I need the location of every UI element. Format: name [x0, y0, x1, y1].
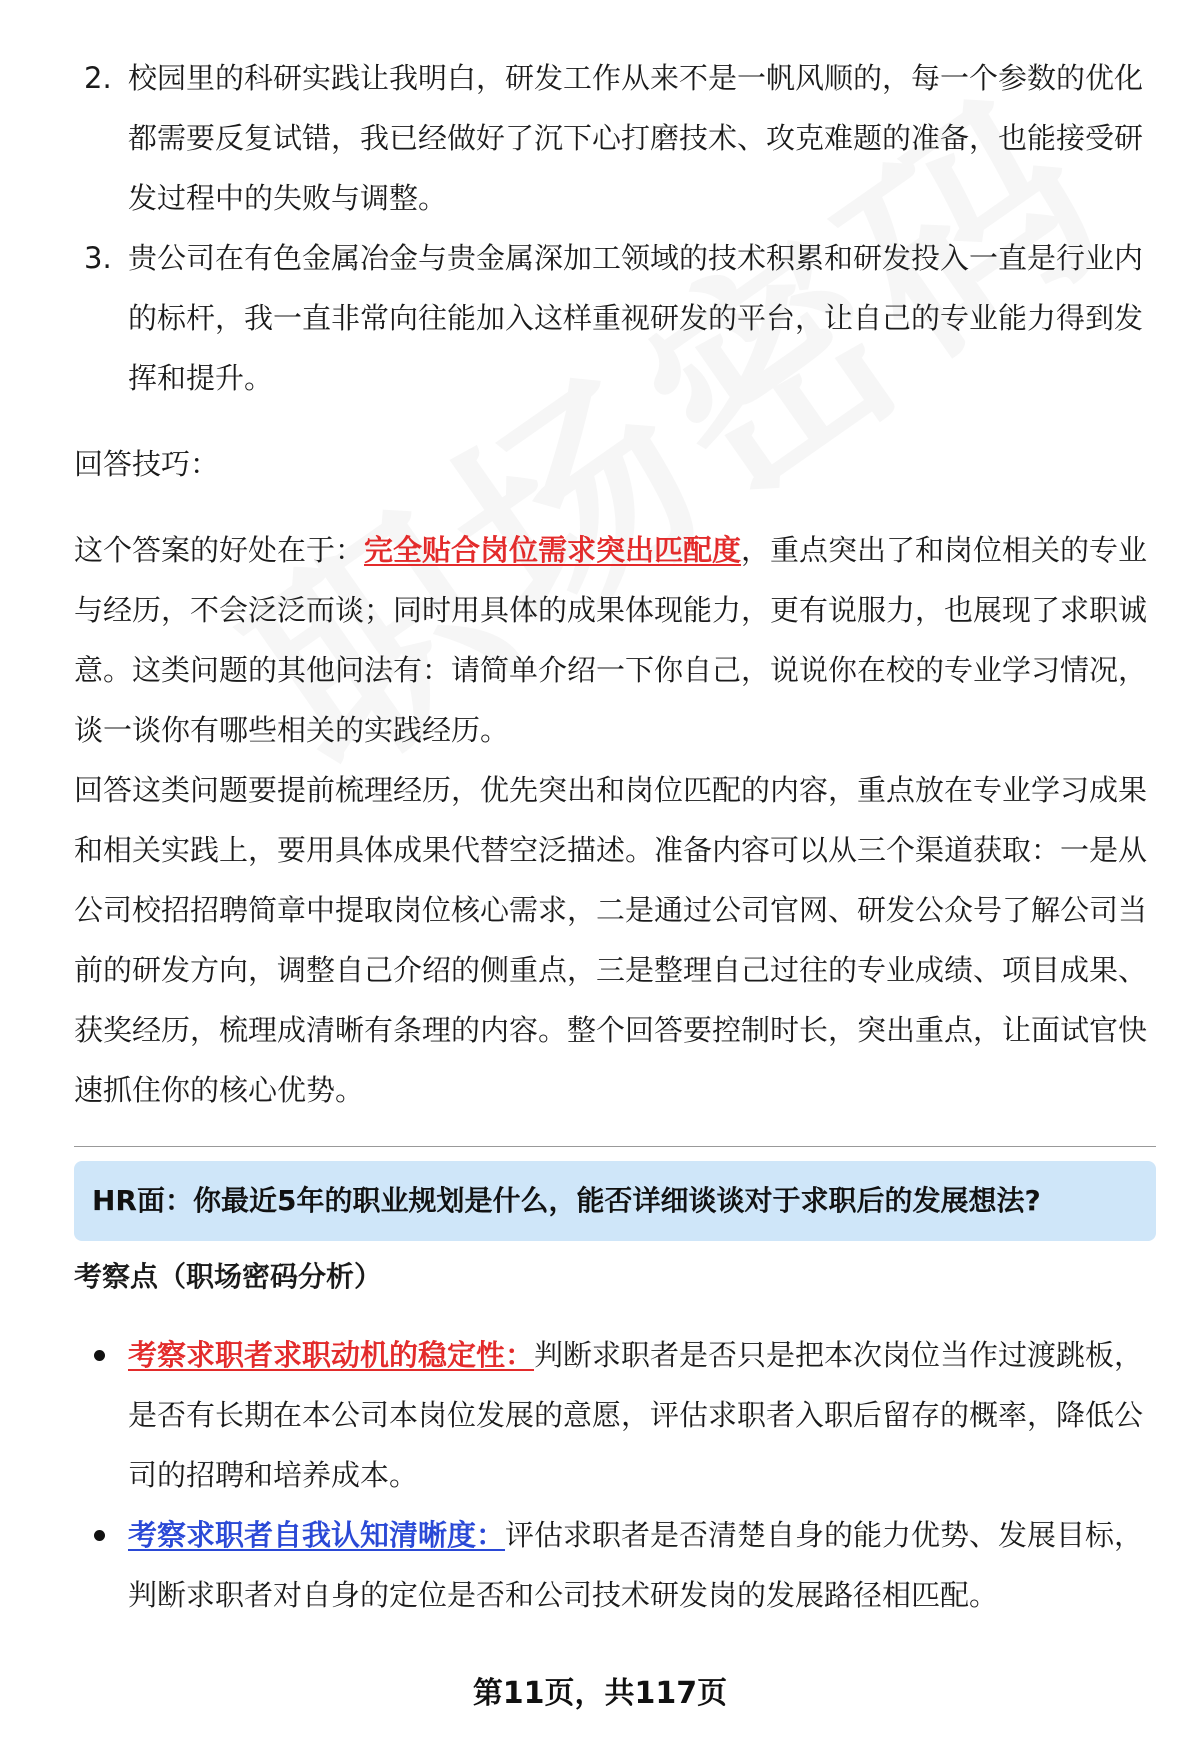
- bullet-dot-icon: [94, 1350, 105, 1361]
- list-number: 3.: [84, 241, 112, 275]
- bullet-text: 评估求职者是否清楚自身的能力优势、发展目标，判断求职者对自身的定位是否和公司技术研发岗的发展路径相匹配。: [128, 1518, 1144, 1612]
- tips-prefix: 这个答案的好处在于：: [74, 533, 365, 567]
- page-footer: 第11页，共117页: [472, 1676, 728, 1711]
- list-item-text: 贵公司在有色金属冶金与贵金属深加工领域的技术积累和研发投入一直是行业内的标杆，我一直非常向往能加入这样重视研发的平台，让自己的专业能力得到发挥和提升。: [128, 241, 1144, 395]
- tips-paragraph-1: [74, 520, 1156, 760]
- numbered-list: [74, 48, 1156, 408]
- section-divider: [74, 1146, 1156, 1147]
- tips-title: 回答技巧：: [74, 447, 220, 481]
- list-item: [74, 228, 1156, 408]
- bullet-label: 考察求职者自我认知清晰度：: [128, 1518, 506, 1552]
- bullet-item: [74, 1325, 1156, 1505]
- tips-highlight: 完全贴合岗位需求突出匹配度: [364, 533, 742, 567]
- document-page: [74, 48, 1156, 1625]
- list-item-text: 校园里的科研实践让我明白，研发工作从来不是一帆风顺的，每一个参数的优化都需要反复试错，我已经做好了沉下心打磨技术、攻克难题的准备，也能接受研发过程中的失败与调整。: [128, 61, 1144, 215]
- list-item: [74, 48, 1156, 228]
- bullet-list: [74, 1325, 1156, 1625]
- question-box: HR面：你最近5年的职业规划是什么，能否详细谈谈对于求职后的发展想法?: [74, 1161, 1156, 1241]
- bullet-label: 考察求职者求职动机的稳定性：: [128, 1338, 535, 1372]
- bullet-item: [74, 1505, 1156, 1625]
- bullet-dot-icon: [94, 1530, 105, 1541]
- list-number: 2.: [84, 61, 112, 95]
- section-title: 考察点（职场密码分析）: [74, 1260, 383, 1293]
- bullet-text: 判断求职者是否只是把本次岗位当作过渡跳板，是否有长期在本公司本岗位发展的意愿，评估求职者入职后留存的概率，降低公司的招聘和培养成本。: [128, 1338, 1144, 1492]
- tips-suffix: ，重点突出了和岗位相关的专业与经历，不会泛泛而谈；同时用具体的成果体现能力，更有说服力，也展现了求职诚意。这类问题的其他问法有：请简单介绍一下你自己，说说你在校的专业学习情况，谈一谈你有哪些相关的实践经历。: [74, 533, 1148, 747]
- tips-paragraph-2: 回答这类问题要提前梳理经历，优先突出和岗位匹配的内容，重点放在专业学习成果和相关实践上，要用具体成果代替空泛描述。准备内容可以从三个渠道获取：一是从公司校招招聘简章中提取岗位核心需求，二是通过公司官网、研发公众号了解公司当前的研发方向，调整自己介绍的侧重点，三是整理自己过往的专业成绩、项目成果、获奖经历，梳理成清晰有条理的内容。整个回答要控制时长，突出重点，让面试官快速抓住你的核心优势。: [74, 773, 1148, 1107]
